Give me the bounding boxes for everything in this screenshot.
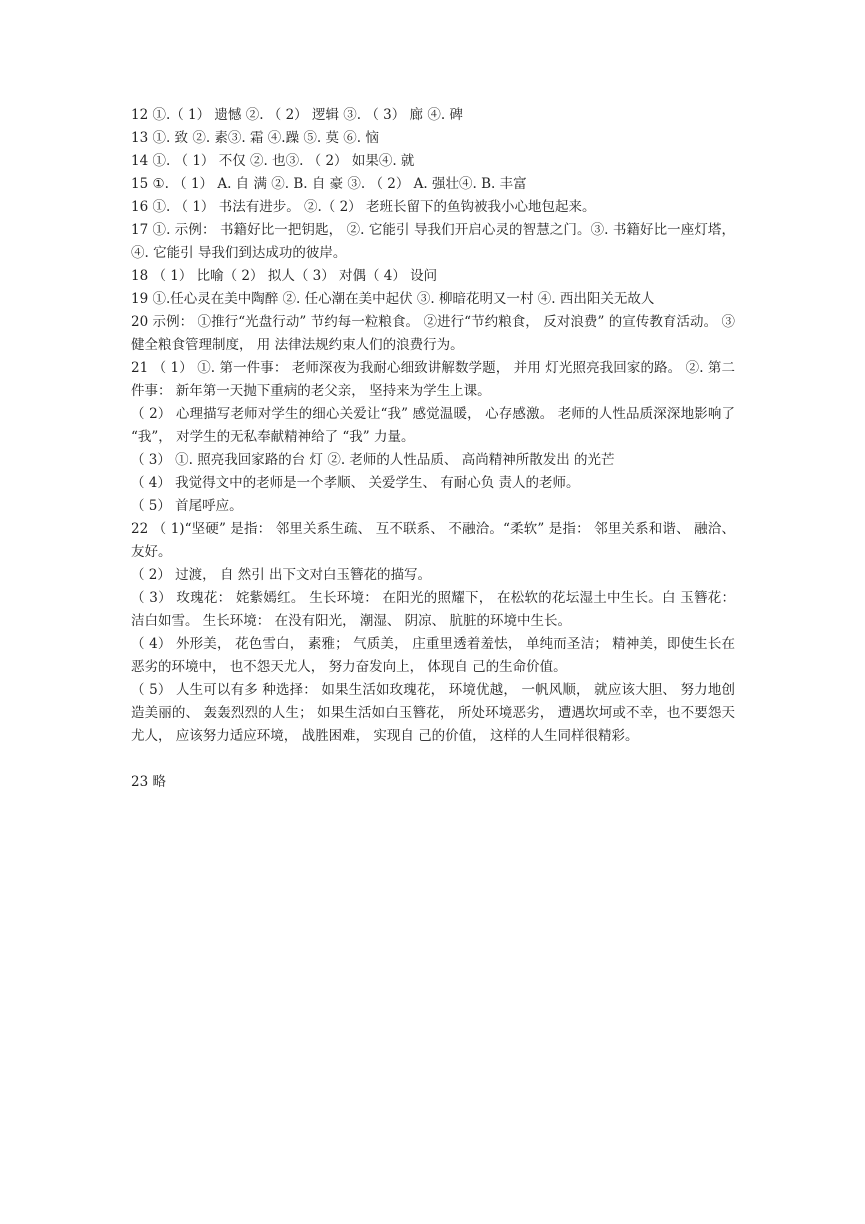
answer-line-16: 16 ①. （ 1） 书法有进步。 ②.（ 2） 老班长留下的鱼钩被我小心地包起来。 [131,199,596,215]
answer-line-21-5: （ 5） 首尾呼应。 [131,498,243,514]
answer-line-17: 17 ①. 示例： 书籍好比一把钥匙， ②. 它能引 导我们开启心灵的智慧之门。③. 书籍好比一座灯塔， ④. 它能引 导我们到达成功的彼岸。 [131,222,735,261]
answer-line-22-4: （ 4） 外形美， 花色雪白， 素雅； 气质美， 庄重里透着羞怯， 单纯而圣洁； 精神美，即使生长在恶劣的环境中， 也不怨天尤人， 努力奋发向上， 体现自 己的生命价值。 [131,636,735,675]
paragraph-spacer [131,748,735,771]
answer-line-21-1: 21 （ 1） ①. 第一件事： 老师深夜为我耐心细致讲解数学题， 并用 灯光照亮我回家的路。 ②. 第二件事： 新年第一天抛下重病的老父亲， 坚持来为学生上课。 [131,360,735,399]
answer-line-22-1: 22 （ 1)“坚硬” 是指： 邻里关系生疏、 互不联系、 不融洽。“柔软” 是指： 邻里关系和谐、 融洽、 友好。 [131,521,735,560]
answer-key-text [131,104,735,794]
answer-line-15: 15 ①. （ 1） A. 自 满 ②. B. 自 豪 ③. （ 2） A. 强壮④. B. 丰富 [131,176,527,192]
answer-line-21-2: （ 2） 心理描写老师对学生的细心关爱让“我” 感觉温暖， 心存感激。 老师的人性品质深深地影响了 “我”， 对学生的无私奉献精神给了 “我” 力量。 [131,406,735,445]
answer-line-22-2: （ 2） 过渡， 自 然引 出下文对白玉簪花的描写。 [131,567,432,583]
answer-line-20: 20 示例： ①推行“光盘行动” 节约每一粒粮食。 ②进行“节约粮食， 反对浪费” 的宣传教育活动。 ③健全粮食管理制度， 用 法律法规约束人们的浪费行为。 [131,314,735,353]
answer-line-13: 13 ①. 致 ②. 素③. 霜 ④.躁 ⑤. 莫 ⑥. 恼 [131,130,379,146]
answer-line-21-3: （ 3） ①. 照亮我回家路的台 灯 ②. 老师的人性品质、 高尚精神所散发出 的光芒 [131,452,615,468]
answer-line-22-5: （ 5） 人生可以有多 种选择： 如果生活如玫瑰花， 环境优越， 一帆风顺， 就应该大胆、 努力地创造美丽的、 轰轰烈烈的人生； 如果生活如白玉簪花， 所处环境恶劣， 遭遇坎坷或不幸，也不要怨天尤人， 应该努力适应环境， 战胜困难， 实现自 己的价值， 这样的人生同样很精彩。 [131,682,735,744]
answer-line-12: 12 ①.（ 1） 遗憾 ②. （ 2） 逻辑 ③. （ 3） 廊 ④. 碑 [131,107,463,123]
answer-line-14: 14 ①. （ 1） 不仅 ②. 也③. （ 2） 如果④. 就 [131,153,415,169]
answer-line-23: 23 略 [131,774,166,790]
answer-line-18: 18 （ 1） 比喻（ 2） 拟人（ 3） 对偶（ 4） 设问 [131,268,438,284]
answer-line-22-3: （ 3） 玫瑰花： 姹紫嫣红。 生长环境： 在阳光的照耀下， 在松软的花坛湿土中生长。白 玉簪花： 洁白如雪。 生长环境： 在没有阳光， 潮湿、 阴凉、 肮脏的环境中生长。 [131,590,735,629]
answer-line-19: 19 ①.任心灵在美中陶醉 ②. 任心潮在美中起伏 ③. 柳暗花明又一村 ④. 西出阳关无故人 [131,291,655,307]
answer-line-21-4: （ 4） 我觉得文中的老师是一个孝顺、 关爱学生、 有耐心负 责人的老师。 [131,475,580,491]
